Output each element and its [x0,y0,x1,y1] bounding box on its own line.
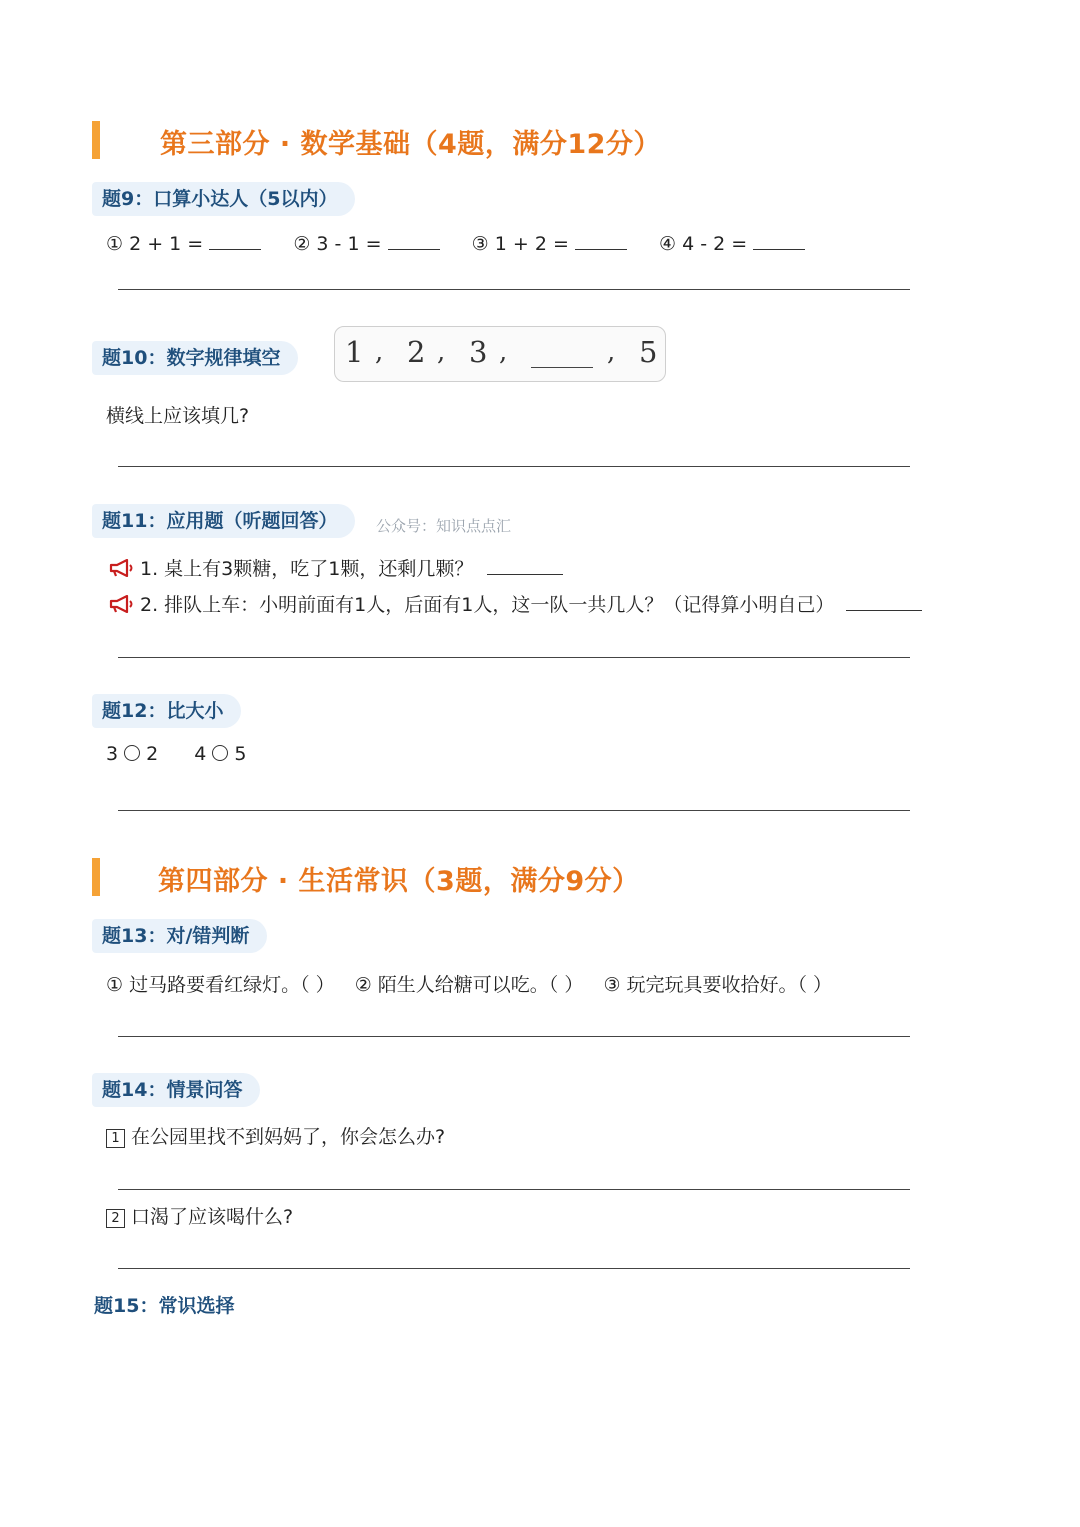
q15-label: 题15：常识选择 [94,1295,235,1317]
q11-item-2-row [108,590,922,617]
section-accent-bar [92,121,100,159]
q13-item-3: ③ 玩完玩具要收拾好。（ ） [603,974,833,996]
section-accent-bar [92,858,100,896]
compare-number: 4 [194,743,207,765]
q14-item-1-text: 在公园里找不到妈妈了，你会怎么办? [131,1126,446,1148]
q14-label: 题14：情景问答 [92,1073,260,1107]
sequence-number: 2 [407,335,426,369]
q11-answer-blank-2[interactable] [846,609,922,611]
q9-answer-blank-3[interactable] [575,248,627,250]
q14-item-2-text: 口渴了应该喝什么? [131,1206,294,1228]
sequence-number: 5 [639,335,658,369]
answer-line[interactable] [118,289,910,290]
q9-items [106,233,805,255]
answer-line[interactable] [118,1036,910,1037]
q13-item-1: ① 过马路要看红绿灯。（ ） [106,974,335,996]
q11-item-1: 1. 桌上有3颗糖，吃了1颗，还剩几颗？ [140,558,474,580]
q13-items [106,970,832,997]
q12-label: 题12：比大小 [92,694,241,728]
q9-item-2: ② 3 - 1 = [293,233,382,255]
compare-circle[interactable] [124,745,140,761]
answer-line[interactable] [118,1189,910,1190]
answer-line[interactable] [118,810,910,811]
sequence-comma: , [437,337,446,367]
q12-compare-row [106,743,246,765]
q9-item-3: ③ 1 + 2 = [471,233,569,255]
q11-item-1-row [108,554,563,581]
sequence-answer-blank[interactable] [531,367,593,368]
q11-item-2: 2. 排队上车：小明前面有1人，后面有1人，这一队一共几人？（记得算小明自己） [140,594,835,616]
watermark-text: 公众号：知识点点汇 [376,517,512,535]
number-sequence-box [334,326,666,382]
answer-line[interactable] [118,1268,910,1269]
compare-number: 3 [106,743,119,765]
q9-label: 题9：口算小达人（5以内） [92,182,355,216]
boxed-number: 1 [106,1129,125,1148]
q9-item-4: ④ 4 - 2 = [659,233,748,255]
answer-line[interactable] [118,657,910,658]
sequence-comma: , [499,337,508,367]
answer-line[interactable] [118,466,910,467]
compare-circle[interactable] [212,745,228,761]
compare-number: 5 [234,743,247,765]
megaphone-icon [108,595,134,613]
megaphone-icon [108,559,134,577]
compare-number: 2 [146,743,159,765]
q13-item-2: ② 陌生人给糖可以吃。（ ） [354,974,584,996]
q11-answer-blank-1[interactable] [487,573,563,575]
sequence-number: 3 [469,335,488,369]
q10-prompt: 横线上应该填几? [106,405,250,427]
q14-item-2 [106,1202,293,1229]
q9-answer-blank-2[interactable] [388,248,440,250]
q9-answer-blank-4[interactable] [753,248,805,250]
q9-answer-blank-1[interactable] [209,248,261,250]
q13-label: 题13：对/错判断 [92,919,267,953]
section3-title: 第三部分 · 数学基础（4题，满分12分） [160,129,661,160]
section4-title: 第四部分 · 生活常识（3题，满分9分） [158,866,640,897]
q14-item-1 [106,1122,445,1149]
sequence-comma: , [607,337,616,367]
q10-label: 题10：数字规律填空 [92,341,298,375]
q11-label: 题11：应用题（听题回答） [92,504,355,538]
q9-item-1: ① 2 + 1 = [106,233,204,255]
boxed-number: 2 [106,1209,125,1228]
sequence-number: 1 [345,335,364,369]
sequence-comma: , [375,337,384,367]
